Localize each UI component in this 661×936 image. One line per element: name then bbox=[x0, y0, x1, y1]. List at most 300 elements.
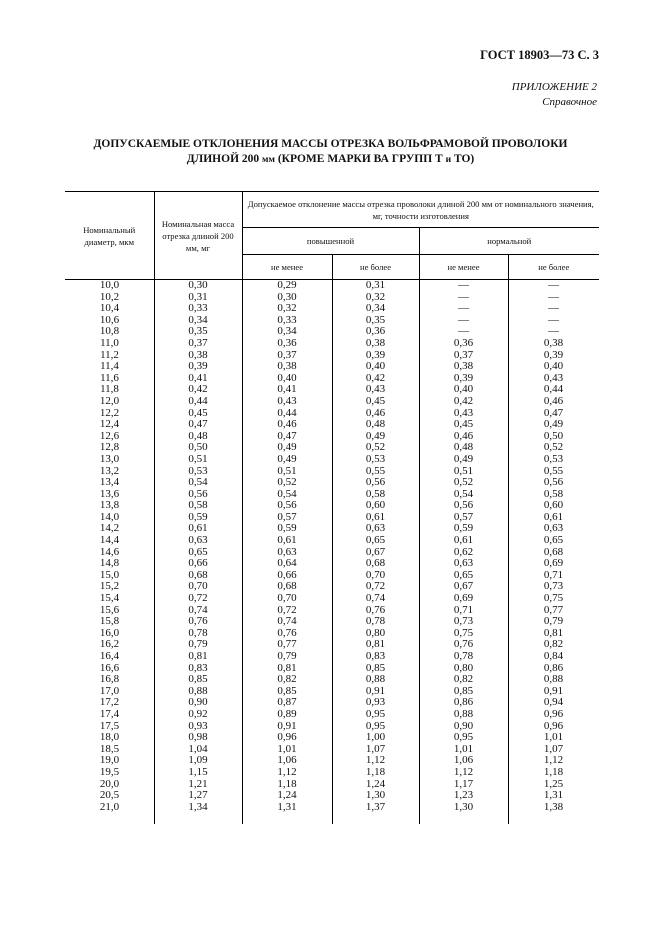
cell-normal-min: 0,80 bbox=[453, 661, 474, 674]
cell-high-min: 0,52 bbox=[277, 476, 297, 489]
cell-high-min: 0,59 bbox=[277, 522, 297, 535]
table-row bbox=[65, 779, 599, 791]
cell-high-min: 0,89 bbox=[277, 707, 297, 720]
cell-normal-min: 1,30 bbox=[453, 800, 474, 813]
cell-normal-min: 0,45 bbox=[453, 418, 474, 431]
cell-high-max: 0,49 bbox=[365, 429, 386, 442]
table-row bbox=[65, 512, 599, 524]
cell-normal-max: 0,69 bbox=[543, 557, 564, 570]
cell-normal-min: 0,54 bbox=[453, 487, 474, 500]
cell-normal-max: 1,31 bbox=[543, 789, 564, 802]
cell-diameter: 11,0 bbox=[100, 336, 119, 349]
cell-diameter: 13,0 bbox=[99, 452, 120, 465]
table-row bbox=[65, 315, 599, 327]
cell-high-max: 0,72 bbox=[365, 580, 386, 593]
table-row bbox=[65, 628, 599, 640]
cell-mass: 0,44 bbox=[188, 394, 208, 407]
cell-normal-max: — bbox=[548, 290, 559, 303]
cell-high-min: 0,87 bbox=[277, 696, 297, 709]
cell-high-max: 0,68 bbox=[365, 557, 386, 570]
cell-high-min: 0,36 bbox=[277, 336, 297, 349]
cell-diameter: 14,2 bbox=[99, 522, 120, 535]
table-row bbox=[65, 651, 599, 663]
cell-mass: 0,45 bbox=[188, 406, 208, 419]
cell-normal-max: 0,50 bbox=[543, 429, 564, 442]
title-part-b: (КРОМЕ МАРКИ ВА ГРУПП Т bbox=[274, 153, 446, 165]
table-row bbox=[65, 442, 599, 454]
cell-normal-max: 0,40 bbox=[543, 360, 564, 373]
cell-high-min: 0,61 bbox=[277, 534, 297, 547]
cell-normal-max: 0,94 bbox=[543, 696, 564, 709]
cell-mass: 1,15 bbox=[188, 765, 208, 778]
cell-normal-min: 0,48 bbox=[453, 441, 474, 454]
cell-high-max: 1,12 bbox=[365, 754, 386, 767]
cell-diameter: 15,6 bbox=[99, 603, 120, 616]
cell-high-min: 0,32 bbox=[277, 302, 297, 315]
table-row bbox=[65, 292, 599, 304]
cell-high-min: 0,76 bbox=[277, 626, 297, 639]
cell-high-min: 0,51 bbox=[277, 464, 297, 477]
cell-diameter: 19,5 bbox=[99, 765, 120, 778]
cell-high-min: 0,41 bbox=[277, 383, 297, 396]
table-row bbox=[65, 280, 599, 292]
cell-normal-max: 0,84 bbox=[543, 650, 564, 662]
cell-normal-max: 0,68 bbox=[543, 545, 564, 558]
title-part-c: ТО) bbox=[451, 153, 475, 165]
cell-normal-min: 0,69 bbox=[453, 592, 474, 605]
cell-normal-max: 0,52 bbox=[543, 441, 564, 454]
cell-high-max: 1,30 bbox=[365, 789, 386, 802]
cell-high-min: 0,66 bbox=[277, 568, 297, 581]
cell-mass: 0,35 bbox=[188, 325, 208, 338]
cell-diameter: 16,6 bbox=[99, 661, 120, 674]
cell-high-max: 0,38 bbox=[365, 336, 386, 349]
table-row bbox=[65, 303, 599, 315]
table-header bbox=[65, 191, 599, 280]
cell-mass: 0,70 bbox=[188, 580, 208, 593]
cell-high-min: 0,54 bbox=[277, 487, 297, 500]
cell-normal-max: 0,61 bbox=[543, 510, 564, 523]
cell-high-min: 0,72 bbox=[277, 603, 297, 616]
header-group-high: повышенной bbox=[242, 228, 419, 255]
cell-high-max: 0,85 bbox=[365, 661, 386, 674]
cell-mass: 0,47 bbox=[188, 418, 208, 431]
cell-normal-min: 0,52 bbox=[453, 476, 474, 489]
cell-high-max: 0,74 bbox=[365, 592, 386, 605]
cell-high-min: 0,85 bbox=[277, 684, 297, 697]
cell-diameter: 20,0 bbox=[99, 777, 120, 790]
cell-high-max: 1,24 bbox=[365, 777, 386, 790]
cell-mass: 0,39 bbox=[188, 360, 208, 373]
cell-high-max: 0,60 bbox=[365, 499, 386, 512]
header-high-max: не более bbox=[332, 255, 419, 280]
cell-normal-min: 0,75 bbox=[453, 626, 474, 639]
cell-diameter: 14,8 bbox=[99, 557, 120, 570]
table-row bbox=[65, 663, 599, 675]
cell-normal-max: 0,43 bbox=[543, 371, 564, 384]
cell-normal-min: 0,76 bbox=[453, 638, 474, 651]
appendix-label bbox=[512, 80, 597, 110]
table-row bbox=[65, 500, 599, 512]
cell-normal-min: — bbox=[458, 313, 469, 326]
cell-mass: 0,38 bbox=[188, 348, 208, 361]
cell-normal-min: 0,37 bbox=[453, 348, 474, 361]
cell-normal-min: 0,62 bbox=[453, 545, 474, 558]
cell-diameter: 10,4 bbox=[99, 302, 120, 315]
table-row bbox=[65, 755, 599, 767]
page-header-standard: ГОСТ 18903—73 С. 3 bbox=[480, 48, 599, 62]
cell-high-min: 0,46 bbox=[277, 418, 297, 431]
cell-high-max: 0,34 bbox=[365, 302, 386, 315]
cell-normal-max: 0,81 bbox=[543, 626, 564, 639]
cell-mass: 0,66 bbox=[188, 557, 208, 570]
table-row bbox=[65, 338, 599, 350]
cell-normal-max: 0,79 bbox=[543, 615, 564, 628]
cell-high-max: 0,63 bbox=[365, 522, 386, 535]
cell-diameter: 12,8 bbox=[99, 441, 120, 454]
table-row bbox=[65, 384, 599, 396]
cell-normal-max: 0,88 bbox=[543, 673, 564, 686]
cell-high-max: 0,46 bbox=[365, 406, 386, 419]
cell-normal-min: 0,82 bbox=[453, 673, 474, 686]
table-row bbox=[65, 396, 599, 408]
cell-normal-min: 0,95 bbox=[453, 731, 474, 744]
cell-normal-max: 0,82 bbox=[543, 638, 564, 651]
cell-diameter: 11,6 bbox=[100, 371, 119, 384]
cell-mass: 0,33 bbox=[188, 302, 208, 315]
table-body bbox=[65, 280, 599, 813]
cell-mass: 1,04 bbox=[188, 742, 208, 755]
cell-high-max: 0,58 bbox=[365, 487, 386, 500]
cell-diameter: 16,8 bbox=[99, 673, 120, 686]
table-title-line2 bbox=[0, 152, 661, 168]
cell-diameter: 21,0 bbox=[99, 800, 120, 813]
cell-high-max: 1,07 bbox=[365, 742, 386, 755]
table-row bbox=[65, 686, 599, 698]
table-row bbox=[65, 361, 599, 373]
cell-diameter: 10,8 bbox=[99, 325, 120, 338]
cell-diameter: 12,0 bbox=[99, 394, 120, 407]
table-row bbox=[65, 697, 599, 709]
cell-high-max: 1,18 bbox=[365, 765, 386, 778]
cell-diameter: 14,0 bbox=[99, 510, 120, 523]
cell-high-max: 0,95 bbox=[365, 719, 386, 732]
table-row bbox=[65, 616, 599, 628]
cell-high-min: 0,56 bbox=[277, 499, 297, 512]
cell-diameter: 10,2 bbox=[99, 290, 120, 303]
cell-normal-min: — bbox=[458, 279, 469, 291]
cell-mass: 0,81 bbox=[188, 650, 208, 662]
cell-high-max: 0,88 bbox=[365, 673, 386, 686]
cell-normal-min: 0,63 bbox=[453, 557, 474, 570]
cell-normal-max: — bbox=[548, 313, 559, 326]
cell-mass: 0,56 bbox=[188, 487, 208, 500]
table-row bbox=[65, 477, 599, 489]
cell-normal-min: 0,57 bbox=[453, 510, 474, 523]
cell-mass: 0,54 bbox=[188, 476, 208, 489]
cell-normal-max: 1,38 bbox=[543, 800, 564, 813]
table-title bbox=[0, 137, 661, 168]
title-unit: мм bbox=[262, 155, 275, 165]
cell-normal-max: 0,47 bbox=[543, 406, 564, 419]
cell-normal-min: 0,36 bbox=[453, 336, 474, 349]
table-row bbox=[65, 408, 599, 420]
cell-mass: 0,72 bbox=[188, 592, 208, 605]
header-high-min: не менее bbox=[242, 255, 332, 280]
cell-normal-max: 0,56 bbox=[543, 476, 564, 489]
cell-normal-max: 1,18 bbox=[543, 765, 564, 778]
cell-diameter: 11,2 bbox=[100, 348, 119, 361]
cell-mass: 0,83 bbox=[188, 661, 208, 674]
cell-high-max: 0,53 bbox=[365, 452, 386, 465]
cell-normal-min: 0,56 bbox=[453, 499, 474, 512]
cell-high-max: 0,39 bbox=[365, 348, 386, 361]
cell-high-min: 0,47 bbox=[277, 429, 297, 442]
cell-normal-max: — bbox=[548, 279, 559, 291]
cell-diameter: 11,8 bbox=[100, 383, 119, 396]
cell-normal-max: 0,65 bbox=[543, 534, 564, 547]
table-row bbox=[65, 350, 599, 362]
cell-mass: 0,51 bbox=[188, 452, 208, 465]
cell-diameter: 14,4 bbox=[99, 534, 120, 547]
header-mass: Номинальная масса отрезка длиной 200 мм, мг bbox=[154, 192, 242, 280]
table-title-line1: ДОПУСКАЕМЫЕ ОТКЛОНЕНИЯ МАССЫ ОТРЕЗКА ВОЛЬФРАМОВОЙ ПРОВОЛОКИ bbox=[93, 138, 568, 150]
cell-normal-max: 0,38 bbox=[543, 336, 564, 349]
cell-normal-min: — bbox=[458, 290, 469, 303]
cell-normal-max: 1,07 bbox=[543, 742, 564, 755]
cell-high-min: 0,29 bbox=[277, 279, 297, 291]
cell-high-max: 0,65 bbox=[365, 534, 386, 547]
table-row bbox=[65, 523, 599, 535]
cell-high-max: 0,91 bbox=[365, 684, 386, 697]
table-row bbox=[65, 547, 599, 559]
cell-high-min: 0,96 bbox=[277, 731, 297, 744]
cell-normal-min: 1,01 bbox=[453, 742, 474, 755]
cell-normal-min: 0,61 bbox=[453, 534, 474, 547]
table-row bbox=[65, 326, 599, 338]
cell-normal-min: 0,39 bbox=[453, 371, 474, 384]
cell-mass: 0,74 bbox=[188, 603, 208, 616]
cell-mass: 0,53 bbox=[188, 464, 208, 477]
cell-high-min: 1,31 bbox=[277, 800, 297, 813]
cell-normal-max: 0,96 bbox=[543, 707, 564, 720]
cell-normal-min: 0,85 bbox=[453, 684, 474, 697]
cell-mass: 0,98 bbox=[188, 731, 208, 744]
cell-mass: 0,76 bbox=[188, 615, 208, 628]
cell-high-max: 0,76 bbox=[365, 603, 386, 616]
cell-mass: 0,42 bbox=[188, 383, 208, 396]
table-row bbox=[65, 790, 599, 802]
cell-normal-min: 1,17 bbox=[453, 777, 474, 790]
cell-mass: 0,78 bbox=[188, 626, 208, 639]
cell-normal-min: — bbox=[458, 325, 469, 338]
cell-high-min: 0,49 bbox=[277, 441, 297, 454]
cell-normal-min: 0,38 bbox=[453, 360, 474, 373]
cell-mass: 0,68 bbox=[188, 568, 208, 581]
cell-high-max: 1,00 bbox=[365, 731, 386, 744]
cell-high-max: 0,95 bbox=[365, 707, 386, 720]
cell-high-min: 1,12 bbox=[277, 765, 297, 778]
header-normal-min: не менее bbox=[419, 255, 508, 280]
cell-normal-max: 0,46 bbox=[543, 394, 564, 407]
cell-normal-max: — bbox=[548, 302, 559, 315]
cell-diameter: 15,0 bbox=[99, 568, 120, 581]
cell-high-max: 0,93 bbox=[365, 696, 386, 709]
cell-diameter: 10,6 bbox=[99, 313, 120, 326]
cell-diameter: 17,2 bbox=[99, 696, 120, 709]
cell-diameter: 16,2 bbox=[99, 638, 120, 651]
cell-normal-max: 0,60 bbox=[543, 499, 564, 512]
cell-high-max: 0,45 bbox=[365, 394, 386, 407]
header-group-normal: нормальной bbox=[419, 228, 599, 255]
table-row bbox=[65, 570, 599, 582]
cell-high-max: 0,55 bbox=[365, 464, 386, 477]
cell-mass: 0,88 bbox=[188, 684, 208, 697]
table-row bbox=[65, 466, 599, 478]
table-row bbox=[65, 593, 599, 605]
cell-high-min: 1,01 bbox=[277, 742, 297, 755]
cell-diameter: 17,5 bbox=[99, 719, 120, 732]
cell-normal-min: — bbox=[458, 302, 469, 315]
cell-high-min: 0,57 bbox=[277, 510, 297, 523]
cell-high-max: 0,36 bbox=[365, 325, 386, 338]
cell-normal-max: 0,96 bbox=[543, 719, 564, 732]
cell-diameter: 18,5 bbox=[99, 742, 120, 755]
cell-normal-max: 0,91 bbox=[543, 684, 564, 697]
cell-high-min: 0,40 bbox=[277, 371, 297, 384]
cell-high-max: 0,61 bbox=[365, 510, 386, 523]
cell-mass: 0,59 bbox=[188, 510, 208, 523]
cell-normal-min: 0,59 bbox=[453, 522, 474, 535]
cell-diameter: 13,8 bbox=[99, 499, 120, 512]
cell-normal-min: 1,12 bbox=[453, 765, 474, 778]
cell-normal-max: 0,44 bbox=[543, 383, 564, 396]
cell-normal-max: 0,86 bbox=[543, 661, 564, 674]
table-row bbox=[65, 744, 599, 756]
cell-normal-min: 0,46 bbox=[453, 429, 474, 442]
cell-mass: 0,61 bbox=[188, 522, 208, 535]
cell-high-min: 0,81 bbox=[277, 661, 297, 674]
cell-mass: 0,93 bbox=[188, 719, 208, 732]
cell-normal-max: 0,49 bbox=[543, 418, 564, 431]
cell-diameter: 17,4 bbox=[99, 707, 120, 720]
title-and: и bbox=[445, 155, 452, 165]
cell-high-max: 0,56 bbox=[365, 476, 386, 489]
cell-mass: 0,90 bbox=[188, 696, 208, 709]
cell-diameter: 19,0 bbox=[99, 754, 120, 767]
cell-mass: 0,65 bbox=[188, 545, 208, 558]
cell-mass: 1,09 bbox=[188, 754, 208, 767]
cell-normal-max: 0,53 bbox=[543, 452, 564, 465]
cell-normal-min: 0,40 bbox=[453, 383, 474, 396]
cell-normal-min: 0,65 bbox=[453, 568, 474, 581]
cell-high-min: 0,77 bbox=[277, 638, 297, 651]
cell-mass: 0,58 bbox=[188, 499, 208, 512]
cell-high-max: 0,31 bbox=[365, 279, 386, 291]
cell-normal-max: — bbox=[548, 325, 559, 338]
cell-high-max: 0,70 bbox=[365, 568, 386, 581]
cell-high-max: 1,37 bbox=[365, 800, 386, 813]
table-row bbox=[65, 732, 599, 744]
cell-normal-min: 0,49 bbox=[453, 452, 474, 465]
cell-normal-min: 0,88 bbox=[453, 707, 474, 720]
header-deviation: Допускаемое отклонение массы отрезка проволоки длиной 200 мм от номинального значения, мг, точности изготовления bbox=[242, 192, 599, 228]
cell-diameter: 13,6 bbox=[99, 487, 120, 500]
table-row bbox=[65, 639, 599, 651]
appendix-title: ПРИЛОЖЕНИЕ 2 bbox=[511, 81, 597, 93]
cell-normal-max: 0,58 bbox=[543, 487, 564, 500]
cell-high-min: 1,24 bbox=[277, 789, 297, 802]
cell-high-min: 0,74 bbox=[277, 615, 297, 628]
cell-high-max: 0,83 bbox=[365, 650, 386, 662]
cell-diameter: 20,5 bbox=[99, 789, 120, 802]
cell-high-min: 0,82 bbox=[277, 673, 297, 686]
cell-diameter: 12,6 bbox=[99, 429, 120, 442]
cell-diameter: 18,0 bbox=[99, 731, 120, 744]
cell-high-max: 0,67 bbox=[365, 545, 386, 558]
cell-diameter: 15,2 bbox=[99, 580, 120, 593]
cell-diameter: 13,2 bbox=[99, 464, 120, 477]
cell-high-max: 0,48 bbox=[365, 418, 386, 431]
table-row bbox=[65, 674, 599, 686]
table-row bbox=[65, 767, 599, 779]
cell-diameter: 10,0 bbox=[99, 279, 120, 291]
cell-mass: 0,41 bbox=[188, 371, 208, 384]
cell-high-min: 0,79 bbox=[277, 650, 297, 662]
cell-mass: 0,48 bbox=[188, 429, 208, 442]
cell-normal-min: 0,78 bbox=[453, 650, 474, 662]
cell-mass: 0,34 bbox=[188, 313, 208, 326]
appendix-note: Справочное bbox=[542, 96, 597, 108]
cell-high-max: 0,43 bbox=[365, 383, 386, 396]
cell-high-min: 1,06 bbox=[277, 754, 297, 767]
cell-diameter: 11,4 bbox=[100, 360, 119, 373]
cell-high-max: 0,80 bbox=[365, 626, 386, 639]
table-row bbox=[65, 721, 599, 733]
cell-normal-max: 1,25 bbox=[543, 777, 564, 790]
cell-high-max: 0,40 bbox=[365, 360, 386, 373]
cell-normal-max: 0,75 bbox=[543, 592, 564, 605]
cell-normal-min: 0,51 bbox=[453, 464, 474, 477]
cell-high-min: 1,18 bbox=[277, 777, 297, 790]
table-row bbox=[65, 581, 599, 593]
cell-mass: 0,92 bbox=[188, 707, 208, 720]
cell-high-min: 0,70 bbox=[277, 592, 297, 605]
cell-diameter: 12,4 bbox=[99, 418, 120, 431]
cell-high-min: 0,30 bbox=[277, 290, 297, 303]
cell-mass: 1,27 bbox=[188, 789, 208, 802]
cell-normal-max: 1,12 bbox=[543, 754, 564, 767]
cell-normal-min: 0,67 bbox=[453, 580, 474, 593]
cell-high-min: 0,49 bbox=[277, 452, 297, 465]
cell-mass: 0,31 bbox=[188, 290, 208, 303]
cell-normal-min: 0,86 bbox=[453, 696, 474, 709]
cell-mass: 0,50 bbox=[188, 441, 208, 454]
cell-high-min: 0,33 bbox=[277, 313, 297, 326]
table-row bbox=[65, 535, 599, 547]
cell-high-max: 0,42 bbox=[365, 371, 386, 384]
cell-diameter: 16,4 bbox=[99, 650, 120, 662]
cell-mass: 0,63 bbox=[188, 534, 208, 547]
cell-normal-max: 0,71 bbox=[543, 568, 564, 581]
cell-high-min: 0,64 bbox=[277, 557, 297, 570]
table-row bbox=[65, 709, 599, 721]
cell-high-min: 0,43 bbox=[277, 394, 297, 407]
cell-mass: 1,34 bbox=[188, 800, 208, 813]
table-row bbox=[65, 454, 599, 466]
cell-normal-max: 0,55 bbox=[543, 464, 564, 477]
cell-normal-max: 0,73 bbox=[543, 580, 564, 593]
